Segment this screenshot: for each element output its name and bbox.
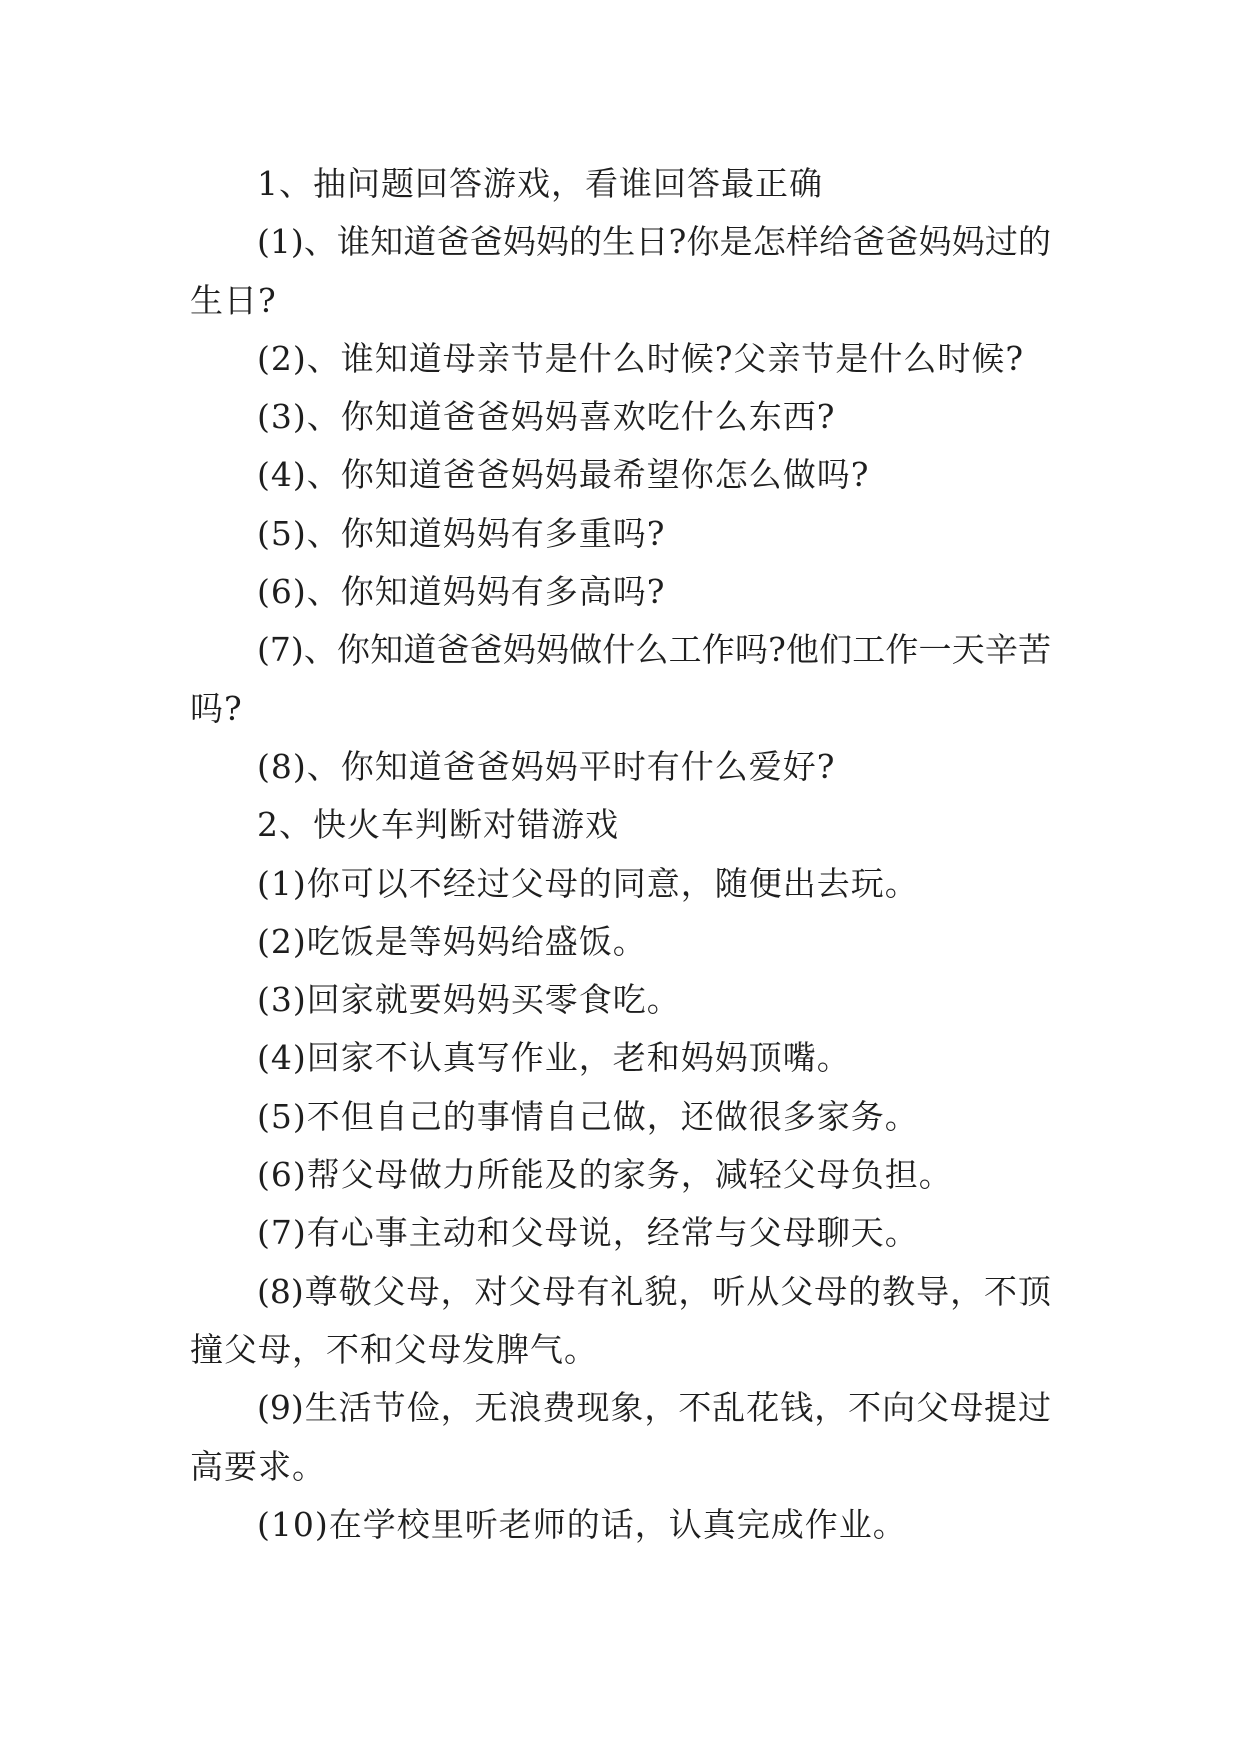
paragraph-line: (9)生活节俭，无浪费现象，不乱花钱，不向父母提过 [257, 1388, 1051, 1428]
paragraph [190, 1088, 1051, 1146]
paragraph-line: (7)、你知道爸爸妈妈做什么工作吗?他们工作一天辛苦 [257, 630, 1051, 670]
paragraph [190, 563, 1051, 621]
paragraph-line: (2)、谁知道母亲节是什么时候?父亲节是什么时候? [257, 338, 1025, 378]
paragraph-line: (6)、你知道妈妈有多高吗? [257, 572, 666, 612]
paragraph-line: (5)不但自己的事情自己做，还做很多家务。 [257, 1096, 919, 1136]
paragraph-line: (4)回家不认真写作业，老和妈妈顶嘴。 [257, 1038, 851, 1078]
paragraph [190, 971, 1051, 1029]
paragraph-line: 吗? [190, 688, 243, 728]
document-body [190, 155, 1051, 1554]
paragraph-line: 高要求。 [190, 1446, 326, 1486]
paragraph-line: 1、抽问题回答游戏，看谁回答最正确 [257, 164, 823, 203]
paragraph [190, 621, 1051, 738]
paragraph [190, 330, 1051, 388]
paragraph [190, 505, 1051, 563]
paragraph [190, 388, 1051, 446]
paragraph-line: (2)吃饭是等妈妈给盛饭。 [257, 921, 647, 961]
paragraph-line: (4)、你知道爸爸妈妈最希望你怎么做吗? [257, 455, 870, 495]
paragraph [190, 1204, 1051, 1262]
paragraph-line: 撞父母，不和父母发脾气。 [190, 1329, 598, 1369]
paragraph-line: (8)尊敬父母，对父母有礼貌，听从父母的教导，不顶 [257, 1271, 1051, 1311]
paragraph [190, 446, 1051, 504]
paragraph [190, 1263, 1051, 1380]
paragraph-line: (3)回家就要妈妈买零食吃。 [257, 980, 681, 1020]
paragraph [190, 1496, 1051, 1554]
paragraph [190, 855, 1051, 913]
paragraph [190, 796, 1051, 854]
paragraph-line: (5)、你知道妈妈有多重吗? [257, 513, 666, 553]
paragraph [190, 155, 1051, 213]
paragraph [190, 738, 1051, 796]
paragraph-line: (7)有心事主动和父母说，经常与父母聊天。 [257, 1213, 919, 1253]
paragraph [190, 213, 1051, 330]
paragraph-line: (10)在学校里听老师的话，认真完成作业。 [257, 1504, 907, 1544]
paragraph [190, 913, 1051, 971]
paragraph-line: (6)帮父母做力所能及的家务，减轻父母负担。 [257, 1155, 953, 1195]
paragraph [190, 1029, 1051, 1087]
paragraph-line: (1)、谁知道爸爸妈妈的生日?你是怎样给爸爸妈妈过的 [257, 222, 1051, 262]
paragraph-line: (8)、你知道爸爸妈妈平时有什么爱好? [257, 746, 836, 786]
paragraph [190, 1146, 1051, 1204]
paragraph-line: 2、快火车判断对错游戏 [257, 805, 619, 845]
paragraph-line: (3)、你知道爸爸妈妈喜欢吃什么东西? [257, 397, 836, 437]
paragraph-line: (1)你可以不经过父母的同意，随便出去玩。 [257, 863, 919, 903]
paragraph-line: 生日? [190, 280, 277, 320]
paragraph [190, 1379, 1051, 1496]
